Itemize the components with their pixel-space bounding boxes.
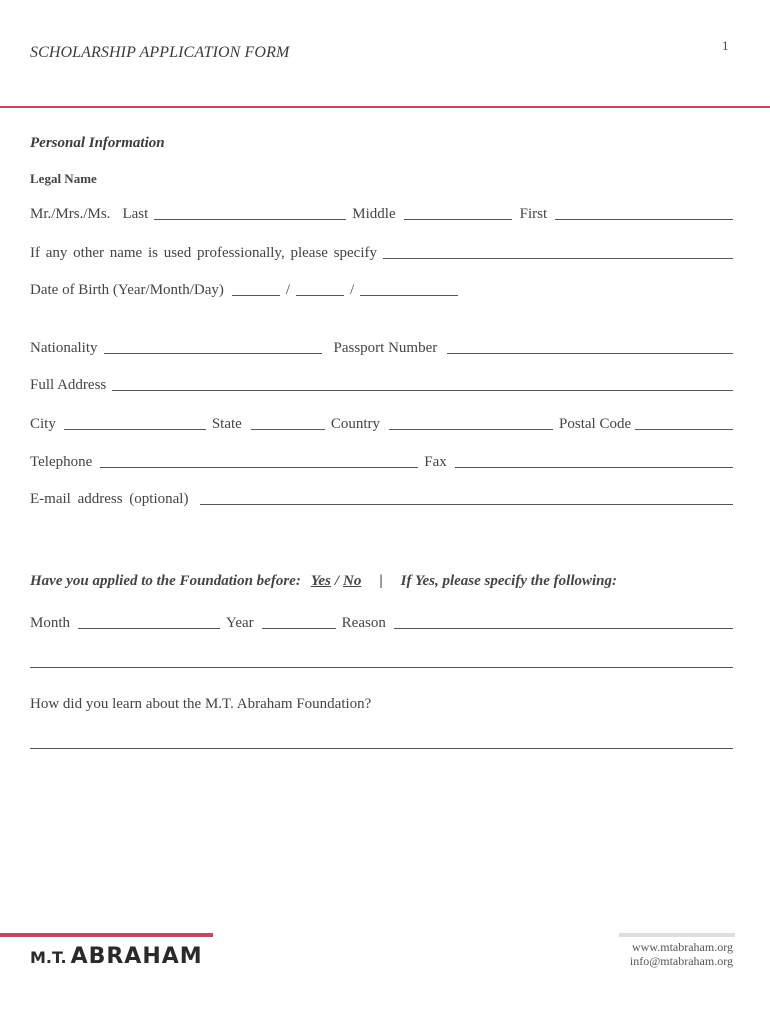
reason-label: Reason: [341, 615, 386, 631]
last-name-label: Last: [122, 206, 149, 222]
year-label: Year: [226, 615, 254, 631]
applied-question: Have you applied to the Foundation before:: [30, 573, 301, 589]
previous-details-row: [30, 612, 733, 632]
reason-field[interactable]: [394, 614, 733, 629]
middle-name-field[interactable]: [404, 205, 512, 220]
last-name-field[interactable]: [154, 205, 346, 220]
learn-answer-line[interactable]: [30, 748, 733, 749]
contact-info: [630, 940, 733, 968]
country-label: Country: [330, 416, 381, 432]
logo-accent-bar: [0, 933, 213, 937]
passport-field[interactable]: [447, 339, 733, 354]
address-label: Full Address: [30, 377, 107, 393]
dob-label: Date of Birth (Year/Month/Day): [30, 282, 224, 298]
nationality-field[interactable]: [104, 339, 322, 354]
email-link[interactable]: info@mtabraham.org: [629, 954, 733, 968]
telephone-label: Telephone: [30, 454, 93, 470]
postal-label: Postal Code: [559, 416, 632, 432]
dob-separator: /: [350, 282, 355, 298]
state-field[interactable]: [251, 415, 325, 430]
option-slash: /: [334, 573, 339, 589]
first-name-field[interactable]: [555, 205, 733, 220]
yes-option[interactable]: Yes: [310, 573, 331, 589]
section-title: Personal Information: [30, 135, 165, 151]
telephone-row: [30, 451, 733, 471]
reason-continuation-line[interactable]: [30, 667, 733, 668]
form-title: SCHOLARSHIP APPLICATION FORM: [30, 44, 290, 61]
month-label: Month: [30, 615, 71, 631]
nationality-row: [30, 337, 733, 357]
middle-name-label: Middle: [352, 206, 396, 222]
name-row: [30, 203, 733, 223]
applied-before-row: [30, 570, 733, 590]
page-number: 1: [722, 38, 729, 53]
email-label: E-mail address (optional): [30, 491, 189, 507]
dob-separator: /: [285, 282, 291, 298]
fax-label: Fax: [424, 454, 447, 470]
city-row: [30, 413, 733, 433]
dob-row: [30, 279, 733, 299]
address-row: [30, 374, 733, 394]
other-name-row: [30, 242, 733, 262]
no-option[interactable]: No: [343, 573, 362, 589]
if-yes-label: If Yes, please specify the following:: [400, 573, 618, 589]
website-link[interactable]: www.mtabraham.org: [632, 940, 733, 954]
telephone-field[interactable]: [100, 453, 418, 468]
city-field[interactable]: [64, 415, 206, 430]
year-field[interactable]: [262, 614, 336, 629]
dob-day-field[interactable]: [360, 281, 458, 296]
option-separator: |: [379, 573, 383, 589]
email-row: [30, 488, 733, 508]
other-name-label: If any other name is used professionally, please specify: [30, 245, 378, 261]
city-label: City: [30, 416, 56, 432]
dob-year-field[interactable]: [232, 281, 280, 296]
dob-month-field[interactable]: [296, 281, 344, 296]
email-field[interactable]: [200, 490, 733, 505]
nationality-label: Nationality: [30, 340, 98, 356]
learn-question: How did you learn about the M.T. Abraham Foundation?: [30, 696, 372, 712]
postal-field[interactable]: [635, 415, 733, 430]
logo-text: ABRAHAM: [70, 944, 203, 969]
address-field[interactable]: [112, 376, 733, 391]
salutation-label: Mr./Mrs./Ms.: [30, 206, 111, 222]
legal-name-label: Legal Name: [30, 171, 97, 186]
country-field[interactable]: [389, 415, 553, 430]
passport-label: Passport Number: [333, 340, 438, 356]
contact-accent-bar: [619, 933, 735, 937]
foundation-logo: [30, 944, 203, 969]
other-name-field[interactable]: [383, 244, 733, 259]
fax-field[interactable]: [455, 453, 733, 468]
header-divider: [0, 106, 770, 108]
logo-mt: M.T.: [30, 948, 67, 967]
first-name-label: First: [519, 206, 548, 222]
state-label: State: [211, 416, 242, 432]
month-field[interactable]: [78, 614, 220, 629]
